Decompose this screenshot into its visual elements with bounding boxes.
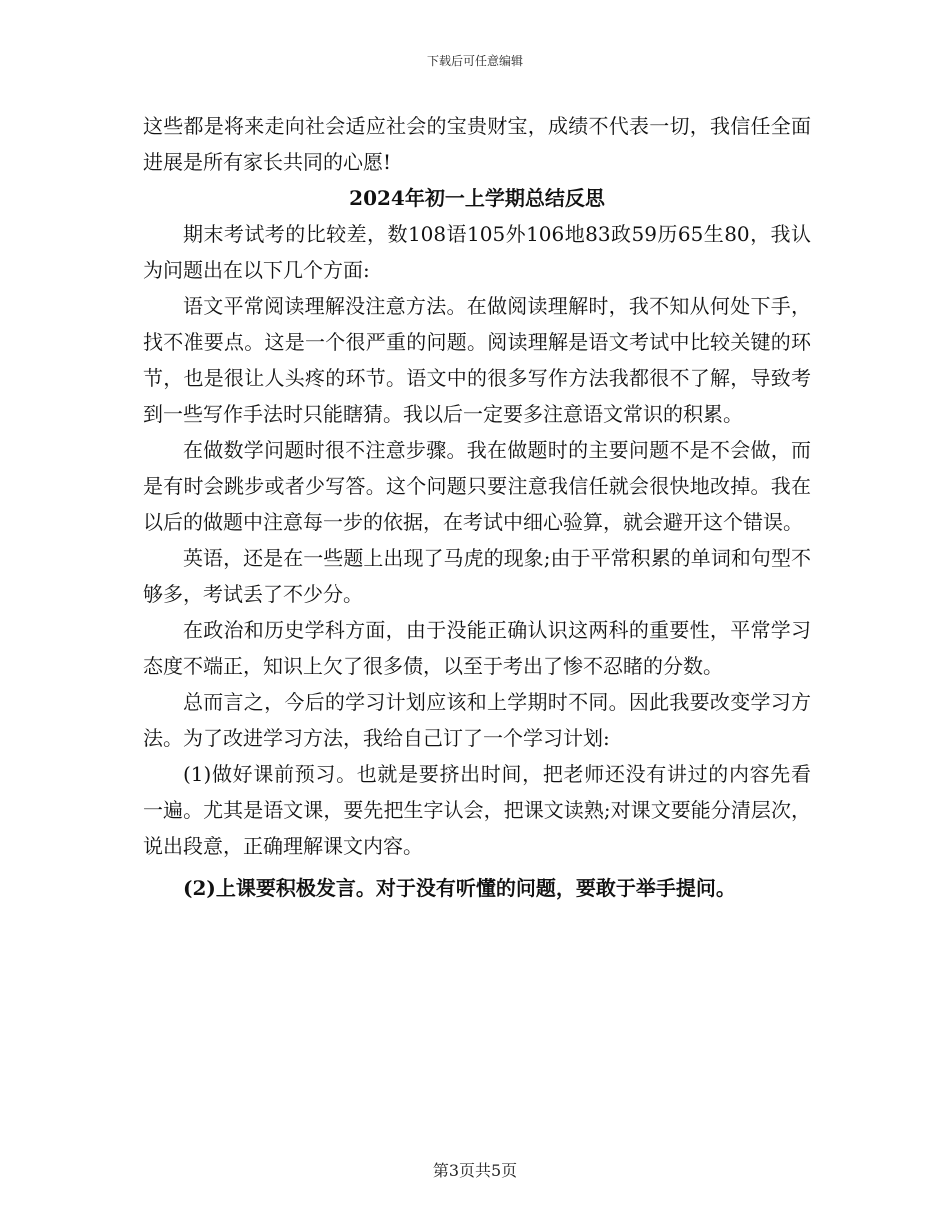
paragraph-chinese: 语文平常阅读理解没注意方法。在做阅读理解时，我不知从何处下手，找不准要点。这是一个很严重的问题。阅读理解是语文考试中比较关键的环节，也是很让人头疼的环节。语文中的很多写作方法我都很不了解，导致考到一些写作手法时只能瞎猜。我以后一定要多注意语文常识的积累。 bbox=[143, 294, 811, 426]
paragraph-plan-2: (2)上课要积极发言。对于没有听懂的问题，要敢于举手提问。 bbox=[183, 876, 736, 900]
paragraph-math: 在做数学问题时很不注意步骤。我在做题时的主要问题不是不会做，而是有时会跳步或者少写答。这个问题只要注意我信任就会很快地改掉。我在以后的做题中注意每一步的依据，在考试中细心验算，就会避开这个错误。 bbox=[143, 438, 811, 534]
page-number: 第3页共5页 bbox=[432, 1161, 518, 1180]
document-body bbox=[143, 108, 811, 906]
paragraph-scores: 期末考试考的比较差，数108语105外106地83政59历65生80，我认为问题出在以下几个方面: bbox=[143, 222, 811, 282]
page-header-note: 下载后可任意编辑 bbox=[426, 54, 523, 68]
paragraph-english: 英语，还是在一些题上出现了马虎的现象;由于平常积累的单词和句型不够多，考试丢了不少分。 bbox=[143, 546, 811, 606]
paragraph-summary: 总而言之，今后的学习计划应该和上学期时不同。因此我要改变学习方法。为了改进学习方法，我给自己订了一个学习计划: bbox=[143, 690, 811, 750]
intro-paragraph: 这些都是将来走向社会适应社会的宝贵财宝，成绩不代表一切，我信任全面进展是所有家长共同的心愿! bbox=[143, 114, 811, 174]
paragraph-politics-history: 在政治和历史学科方面，由于没能正确认识这两科的重要性，平常学习态度不端正，知识上欠了很多债，以至于考出了惨不忍睹的分数。 bbox=[143, 618, 811, 678]
document-title: 2024年初一上学期总结反思 bbox=[349, 186, 605, 210]
paragraph-plan-1: (1)做好课前预习。也就是要挤出时间，把老师还没有讲过的内容先看一遍。尤其是语文课，要先把生字认会，把课文读熟;对课文要能分清层次，说出段意，正确理解课文内容。 bbox=[143, 762, 811, 858]
